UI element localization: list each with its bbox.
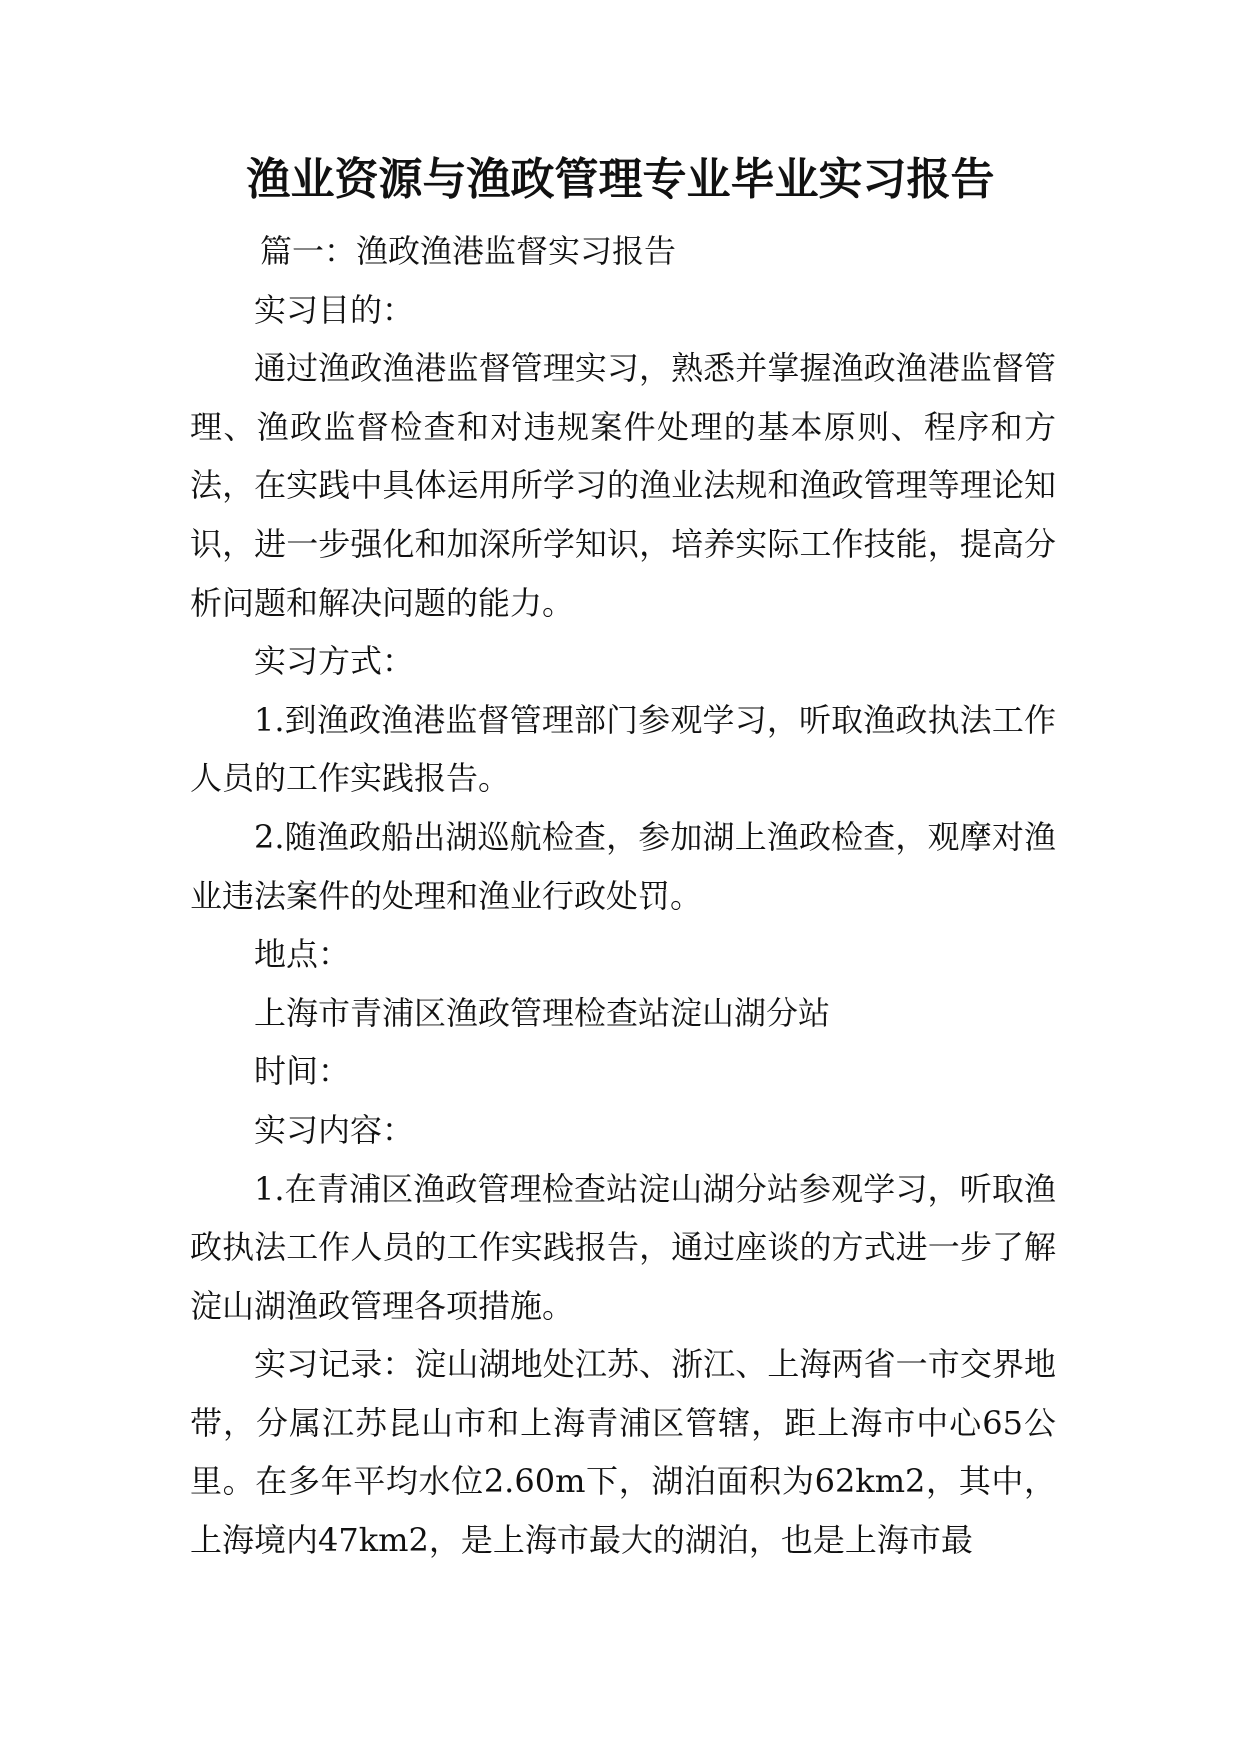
paragraph: 地点： [254, 935, 351, 974]
paragraph: 实习内容： [254, 1110, 415, 1149]
paragraph: 实习记录：淀山湖地处江苏、浙江、上海两省一市交界地带，分属江苏昆山市和上海青浦区管辖，距上海市中心65公里。在多年平均水位2.60m下，湖泊面积为62km2，其中，上海境内47km2，是上海市最大的湖泊，也是上海市最 [190, 1345, 1056, 1560]
paragraph: 实习目的： [254, 290, 415, 329]
paragraph: 上海市青浦区渔政管理检查站淀山湖分站 [254, 993, 831, 1032]
document-body [190, 222, 1056, 1570]
paragraph: 通过渔政渔港监督管理实习，熟悉并掌握渔政渔港监督管理、渔政监督检查和对违规案件处理的基本原则、程序和方法，在实践中具体运用所学习的渔业法规和渔政管理等理论知识，进一步强化和加深所学知识，培养实际工作技能，提高分析问题和解决问题的能力。 [190, 349, 1056, 622]
paragraph: 时间： [254, 1052, 351, 1091]
paragraph: 实习方式： [254, 642, 415, 681]
document-title: 渔业资源与渔政管理专业毕业实习报告 [246, 154, 995, 205]
paragraph: 1.到渔政渔港监督管理部门参观学习，听取渔政执法工作人员的工作实践报告。 [190, 700, 1056, 798]
paragraph: 2.随渔政船出湖巡航检查，参加湖上渔政检查，观摩对渔业违法案件的处理和渔业行政处罚。 [190, 817, 1056, 915]
paragraph: 1.在青浦区渔政管理检查站淀山湖分站参观学习，听取渔政执法工作人员的工作实践报告，通过座谈的方式进一步了解淀山湖渔政管理各项措施。 [190, 1169, 1056, 1325]
section-heading: 篇一：渔政渔港监督实习报告 [260, 232, 677, 270]
